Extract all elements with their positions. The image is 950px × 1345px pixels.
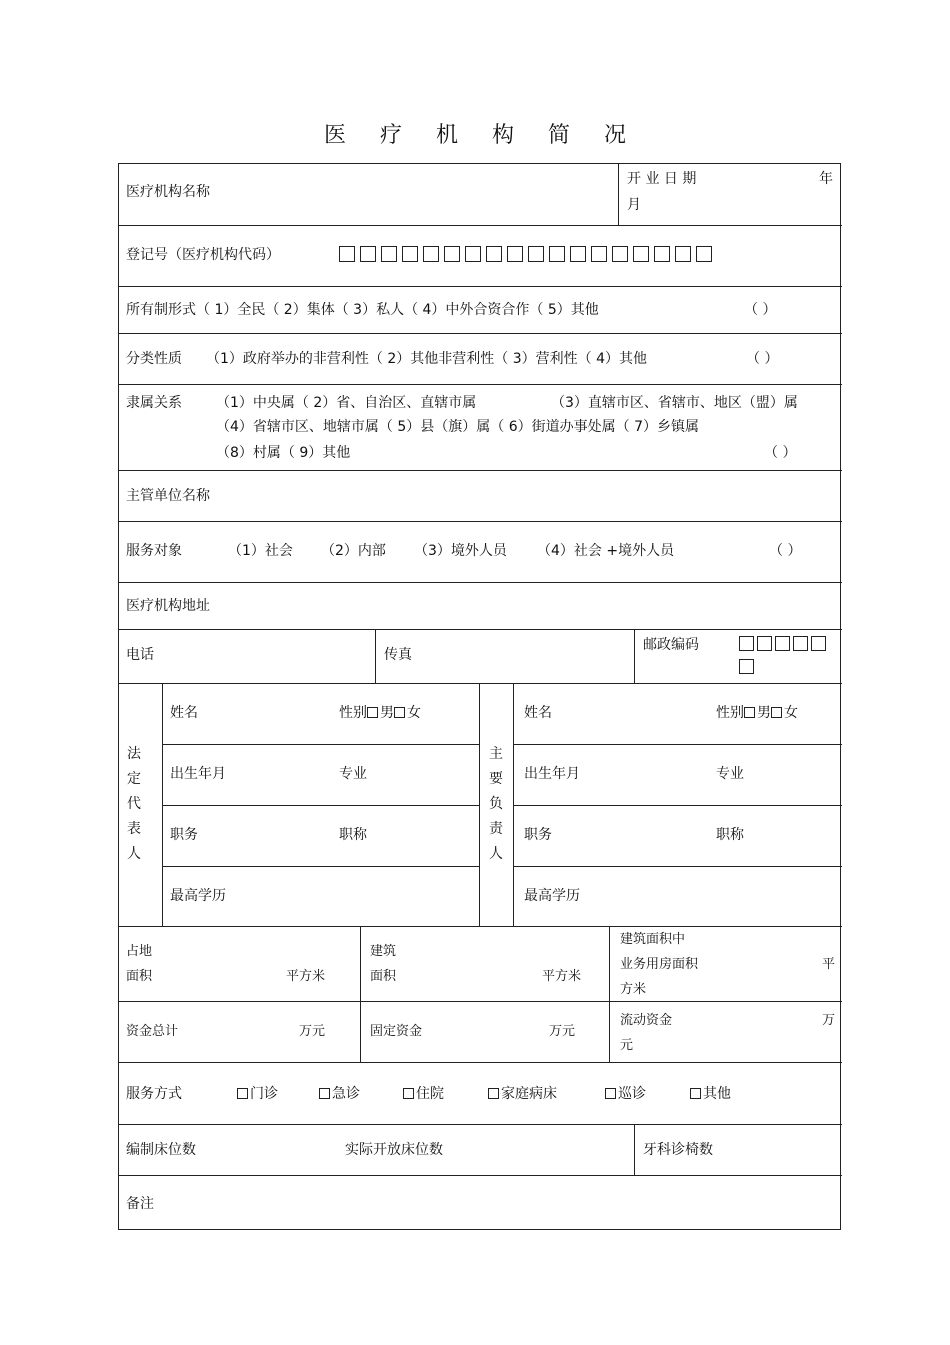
male-label: 男 [757,705,771,721]
affiliation-line1b: （3）直辖市区、省辖市、地区（盟）属 [551,395,798,411]
service-target-label: 服务对象 [126,543,182,559]
title-char: 疗 [379,123,402,148]
male-checkbox[interactable] [367,707,378,718]
service-target-opt4: （4）社会 +境外人员 [537,543,675,559]
principal-side-label [486,742,506,867]
row-remarks [119,1175,842,1230]
affiliation-label: 隶属关系 [126,395,182,411]
code-digit-box[interactable] [402,246,418,262]
code-digit-box[interactable] [591,246,607,262]
classification-label: 分类性质 [126,351,182,367]
flow-funds-unit-a: 万 [822,1013,836,1028]
code-digit-box[interactable] [696,246,712,262]
checkbox[interactable] [319,1088,330,1099]
postcode-digit-box[interactable] [793,636,808,651]
row-supervising-unit [119,470,842,521]
fax-label: 传真 [384,647,412,663]
code-digit-box[interactable] [675,246,691,262]
affiliation-line2: （4）省辖市区、地辖市属（ 5）县（旗）属（ 6）街道办事处属（ 7）乡镇属 [216,419,699,435]
checkbox[interactable] [690,1088,701,1099]
code-digit-box[interactable] [570,246,586,262]
affiliation-line1a: （1）中央属（ 2）省、自治区、直辖市属 [216,395,477,411]
divider [479,684,480,926]
side-char: 主 [489,746,503,762]
principal-name: 姓名 [524,705,552,721]
affiliation-answer[interactable]: （ ） [764,445,797,461]
postcode-boxes[interactable] [739,636,834,682]
institution-name-label: 医疗机构名称 [126,184,210,200]
row-contact [119,629,842,683]
classification-options: （1）政府举办的非营利性（ 2）其他非营利性（ 3）营利性（ 4）其他 [206,351,647,367]
remarks-label: 备注 [126,1196,154,1212]
service-mode-item[interactable] [319,1087,360,1101]
land-area-unit: 平方米 [286,969,326,984]
item-label: 巡诊 [618,1086,646,1102]
side-char: 负 [489,796,503,812]
divider [513,805,842,806]
code-digit-box[interactable] [465,246,481,262]
postcode-digit-box[interactable] [739,659,754,674]
code-digit-box[interactable] [486,246,502,262]
legal-rep-name: 姓名 [170,705,198,721]
side-char: 表 [127,821,141,837]
row-address [119,582,842,629]
postcode-digit-box[interactable] [739,636,754,651]
title-char: 况 [604,123,627,148]
item-label: 门诊 [250,1086,278,1102]
legal-rep-title: 职称 [339,827,367,843]
service-target-opt3: （3）境外人员 [414,543,507,559]
divider [513,866,842,867]
checkbox[interactable] [605,1088,616,1099]
gender-label: 性别 [339,705,367,721]
title-char: 构 [492,123,515,148]
item-label: 其他 [703,1086,731,1102]
registration-code-boxes[interactable] [339,246,717,262]
code-digit-box[interactable] [549,246,565,262]
side-char: 法 [127,746,141,762]
code-digit-box[interactable] [633,246,649,262]
legal-rep-major: 专业 [339,766,367,782]
page-title [0,118,950,149]
divider [162,805,479,806]
month-label: 月 [627,197,641,213]
fixed-funds-label: 固定资金 [370,1024,423,1039]
registration-code-label: 登记号（医疗机构代码） [126,247,280,263]
service-target-opt1: （1）社会 [228,543,293,559]
land-area-label-1: 占地 [126,944,153,959]
address-label: 医疗机构地址 [126,598,210,614]
code-digit-box[interactable] [612,246,628,262]
flow-funds-label: 流动资金 [620,1013,673,1028]
row-area [119,926,842,1001]
service-target-answer[interactable]: （ ） [769,543,802,559]
legal-rep-birth: 出生年月 [170,766,226,782]
divider [513,744,842,745]
divider [360,1002,361,1062]
principal-major: 专业 [716,766,744,782]
persons-block [119,683,842,926]
title-char: 机 [435,123,458,148]
row-institution-name [119,164,842,225]
code-digit-box[interactable] [381,246,397,262]
service-mode-item[interactable] [605,1087,646,1101]
item-label: 家庭病床 [501,1086,557,1102]
male-label: 男 [380,705,394,721]
business-area-label-2: 业务用房面积 [620,957,699,972]
flow-funds-unit-b: 元 [620,1038,634,1053]
principal-position: 职务 [524,827,552,843]
year-label: 年 [819,171,833,187]
postcode-digit-box[interactable] [757,636,772,651]
item-label: 急诊 [332,1086,360,1102]
service-mode-item[interactable] [488,1087,557,1101]
service-mode-label: 服务方式 [126,1086,182,1102]
female-checkbox[interactable] [771,707,782,718]
checkbox[interactable] [488,1088,499,1099]
side-char: 人 [127,846,141,862]
row-registration-code [119,225,842,286]
side-char: 责 [489,821,503,837]
side-char: 人 [489,846,503,862]
side-char: 定 [127,771,141,787]
divider [360,927,361,1001]
female-checkbox[interactable] [394,707,405,718]
phone-label: 电话 [126,647,154,663]
divider [162,744,479,745]
row-service-target [119,521,842,582]
postcode-label: 邮政编码 [643,637,699,653]
postcode-digit-box[interactable] [775,636,790,651]
service-mode-item[interactable] [403,1087,444,1101]
business-area-unit-b: 方米 [620,982,647,997]
service-mode-item[interactable] [690,1087,731,1101]
service-mode-item[interactable] [237,1087,278,1101]
postcode-digit-box[interactable] [811,636,826,651]
service-target-opt2: （2）内部 [321,543,386,559]
building-area-unit: 平方米 [542,969,582,984]
item-label: 住院 [416,1086,444,1102]
planned-beds-label: 编制床位数 [126,1142,196,1158]
supervising-unit-label: 主管单位名称 [126,488,210,504]
code-digit-box[interactable] [444,246,460,262]
row-funds [119,1001,842,1062]
divider [609,1002,610,1062]
male-checkbox[interactable] [744,707,755,718]
checkbox[interactable] [403,1088,414,1099]
code-digit-box[interactable] [507,246,523,262]
divider [618,164,619,225]
divider [375,630,376,683]
code-digit-box[interactable] [528,246,544,262]
row-beds [119,1124,842,1175]
divider [162,866,479,867]
ownership-answer[interactable]: （ ） [744,302,777,318]
code-digit-box[interactable] [654,246,670,262]
gender-label: 性别 [716,705,744,721]
row-classification [119,333,842,384]
principal-title: 职称 [716,827,744,843]
legal-rep-position: 职务 [170,827,198,843]
principal-education: 最高学历 [524,888,580,904]
land-area-label-2: 面积 [126,969,153,984]
principal-gender [716,706,798,720]
checkbox[interactable] [237,1088,248,1099]
legal-rep-side-label [124,742,144,867]
fixed-funds-unit: 万元 [549,1024,576,1039]
registration-form [118,163,841,1230]
legal-rep-education: 最高学历 [170,888,226,904]
classification-answer[interactable]: （ ） [746,351,779,367]
business-area-label-1: 建筑面积中 [620,932,686,947]
row-service-mode [119,1062,842,1124]
actual-beds-label: 实际开放床位数 [345,1142,443,1158]
dental-chairs-label: 牙科诊椅数 [643,1142,713,1158]
total-funds-label: 资金总计 [126,1024,179,1039]
row-ownership [119,286,842,333]
code-digit-box[interactable] [423,246,439,262]
ownership-label: 所有制形式（ 1）全民（ 2）集体（ 3）私人（ 4）中外合资合作（ 5）其他 [126,302,599,318]
affiliation-line3: （8）村属（ 9）其他 [216,445,351,461]
female-label: 女 [784,705,798,721]
divider [634,630,635,683]
building-area-label-1: 建筑 [370,944,397,959]
business-area-unit-a: 平 [822,957,836,972]
title-char: 医 [323,123,346,148]
building-area-label-2: 面积 [370,969,397,984]
code-digit-box[interactable] [360,246,376,262]
side-char: 代 [127,796,141,812]
open-date-label: 开 业 日 期 [627,171,697,187]
code-digit-box[interactable] [339,246,355,262]
total-funds-unit: 万元 [299,1024,326,1039]
female-label: 女 [407,705,421,721]
divider [609,927,610,1001]
divider [634,1125,635,1175]
row-affiliation [119,384,842,470]
legal-rep-gender [339,706,421,720]
side-char: 要 [489,771,503,787]
title-char: 简 [548,123,571,148]
principal-birth: 出生年月 [524,766,580,782]
